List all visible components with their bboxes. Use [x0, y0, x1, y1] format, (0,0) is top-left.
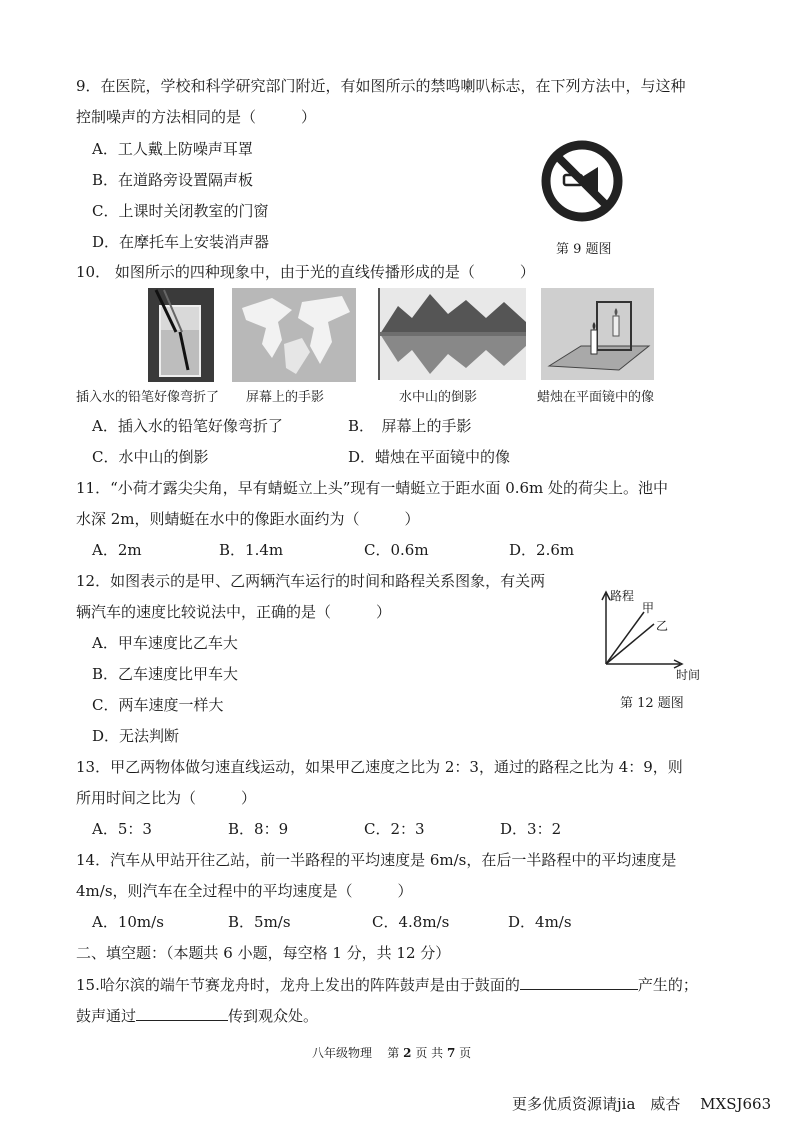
- pencil-in-water-image: [148, 288, 214, 382]
- q15-part4: 传到观众处。: [228, 1007, 319, 1025]
- q15-blank-2[interactable]: [136, 1005, 228, 1021]
- graph-y-label: 路程: [610, 589, 635, 603]
- q12-option-b: B．乙车速度比甲车大: [92, 665, 239, 683]
- q12-figure-caption: 第 12 题图: [620, 696, 684, 711]
- q9-option-a: A．工人戴上防噪声耳罩: [92, 140, 253, 158]
- q9-figure-caption: 第 9 题图: [556, 242, 612, 257]
- q14-option-b: B．5m/s: [228, 913, 291, 931]
- q14-stem-line2: 4m/s，则汽车在全过程中的平均速度是（ ）: [76, 882, 413, 900]
- q10-option-c: C．水中山的倒影: [92, 448, 209, 466]
- q11-option-c: C．0.6m: [364, 541, 429, 559]
- graph-line-yi-label: 乙: [656, 619, 669, 633]
- q11-option-a: A．2m: [92, 541, 142, 559]
- q14-option-c: C．4.8m/s: [372, 913, 450, 931]
- q12-option-d: D．无法判断: [92, 727, 180, 745]
- q9-stem-line1: 9．在医院，学校和科学研究部门附近，有如图所示的禁鸣喇叭标志，在下列方法中，与这种: [76, 77, 686, 95]
- q10-caption-3: 水中山的倒影: [399, 390, 478, 405]
- q14-option-d: D．4m/s: [508, 913, 572, 931]
- watermark-text: 更多优质资源请jia 威杏 MXSJ663: [512, 1095, 772, 1113]
- graph-line-jia-label: 甲: [642, 601, 655, 615]
- footer-total-pages: 7: [446, 1046, 456, 1060]
- footer-page-number: 2: [403, 1046, 412, 1060]
- q11-option-d: D．2.6m: [509, 541, 575, 559]
- q9-option-b: B．在道路旁设置隔声板: [92, 171, 254, 189]
- q13-option-c: C．2：3: [364, 820, 425, 838]
- q10-option-d: D．蜡烛在平面镜中的像: [348, 448, 511, 466]
- footer-subject: 八年级物理: [312, 1046, 373, 1060]
- section-heading-fill-in: 二、填空题：（本题共 6 小题，每空格 1 分，共 12 分）: [76, 944, 451, 962]
- q13-option-b: B．8：9: [228, 820, 289, 838]
- q12-option-c: C．两车速度一样大: [92, 696, 224, 714]
- q14-stem-line1: 14．汽车从甲站开往乙站，前一半路程的平均速度是 6m/s，在后一半路程中的平均速度是: [76, 851, 677, 869]
- mountain-reflection-image: [378, 288, 526, 380]
- q15-line2: [76, 1005, 318, 1026]
- q9-option-c: C．上课时关闭教室的门窗: [92, 202, 269, 220]
- q13-option-d: D．3：2: [500, 820, 562, 838]
- q10-option-b: B． 屏幕上的手影: [348, 417, 472, 435]
- q14-option-a: A．10m/s: [92, 913, 164, 931]
- q9-stem-line2: 控制噪声的方法相同的是（ ）: [76, 108, 317, 126]
- q11-stem-line1: 11．“小荷才露尖尖角，早有蜻蜓立上头”现有一蜻蜓立于距水面 0.6m 处的荷尖上。池中: [76, 479, 669, 497]
- q12-stem-line2: 辆汽车的速度比较说法中，正确的是（ ）: [76, 603, 392, 621]
- q10-caption-1: 插入水的铅笔好像弯折了: [76, 390, 220, 405]
- q11-option-b: B．1.4m: [219, 541, 284, 559]
- q11-stem-line2: 水深 2m，则蜻蜓在水中的像距水面约为（ ）: [76, 510, 420, 528]
- q10-option-a: A．插入水的铅笔好像弯折了: [92, 417, 283, 435]
- hand-shadow-image: [232, 288, 356, 382]
- page-footer: 八年级物理 第 2 页 共 7 页: [312, 1046, 472, 1060]
- q13-option-a: A．5：3: [92, 820, 152, 838]
- q9-option-d: D．在摩托车上安装消声器: [92, 233, 270, 251]
- q12-stem-line1: 12．如图表示的是甲、乙两辆汽车运行的时间和路程关系图象，有关两: [76, 572, 546, 590]
- q15-part2: 产生的；: [637, 976, 698, 994]
- graph-x-label: 时间: [676, 668, 701, 682]
- q15-line1: [76, 974, 698, 995]
- q10-stem: 10． 如图所示的四种现象中，由于光的直线传播形成的是（ ）: [76, 263, 535, 281]
- q13-stem-line2: 所用时间之比为（ ）: [76, 789, 257, 807]
- no-honking-sign-icon: [540, 139, 624, 223]
- distance-time-graph: [598, 586, 708, 682]
- q15-part1: 15.哈尔滨的端午节赛龙舟时，龙舟上发出的阵阵鼓声是由于鼓面的: [76, 976, 520, 994]
- q10-caption-2: 屏幕上的手影: [246, 390, 325, 405]
- q12-option-a: A．甲车速度比乙车大: [92, 634, 238, 652]
- q15-part3: 鼓声通过: [76, 1007, 137, 1025]
- candle-mirror-image: [541, 288, 654, 380]
- q15-blank-1[interactable]: [520, 974, 638, 990]
- q13-stem-line1: 13．甲乙两物体做匀速直线运动，如果甲乙速度之比为 2：3，通过的路程之比为 4：9，则: [76, 758, 683, 776]
- q10-caption-4: 蜡烛在平面镜中的像: [537, 390, 655, 405]
